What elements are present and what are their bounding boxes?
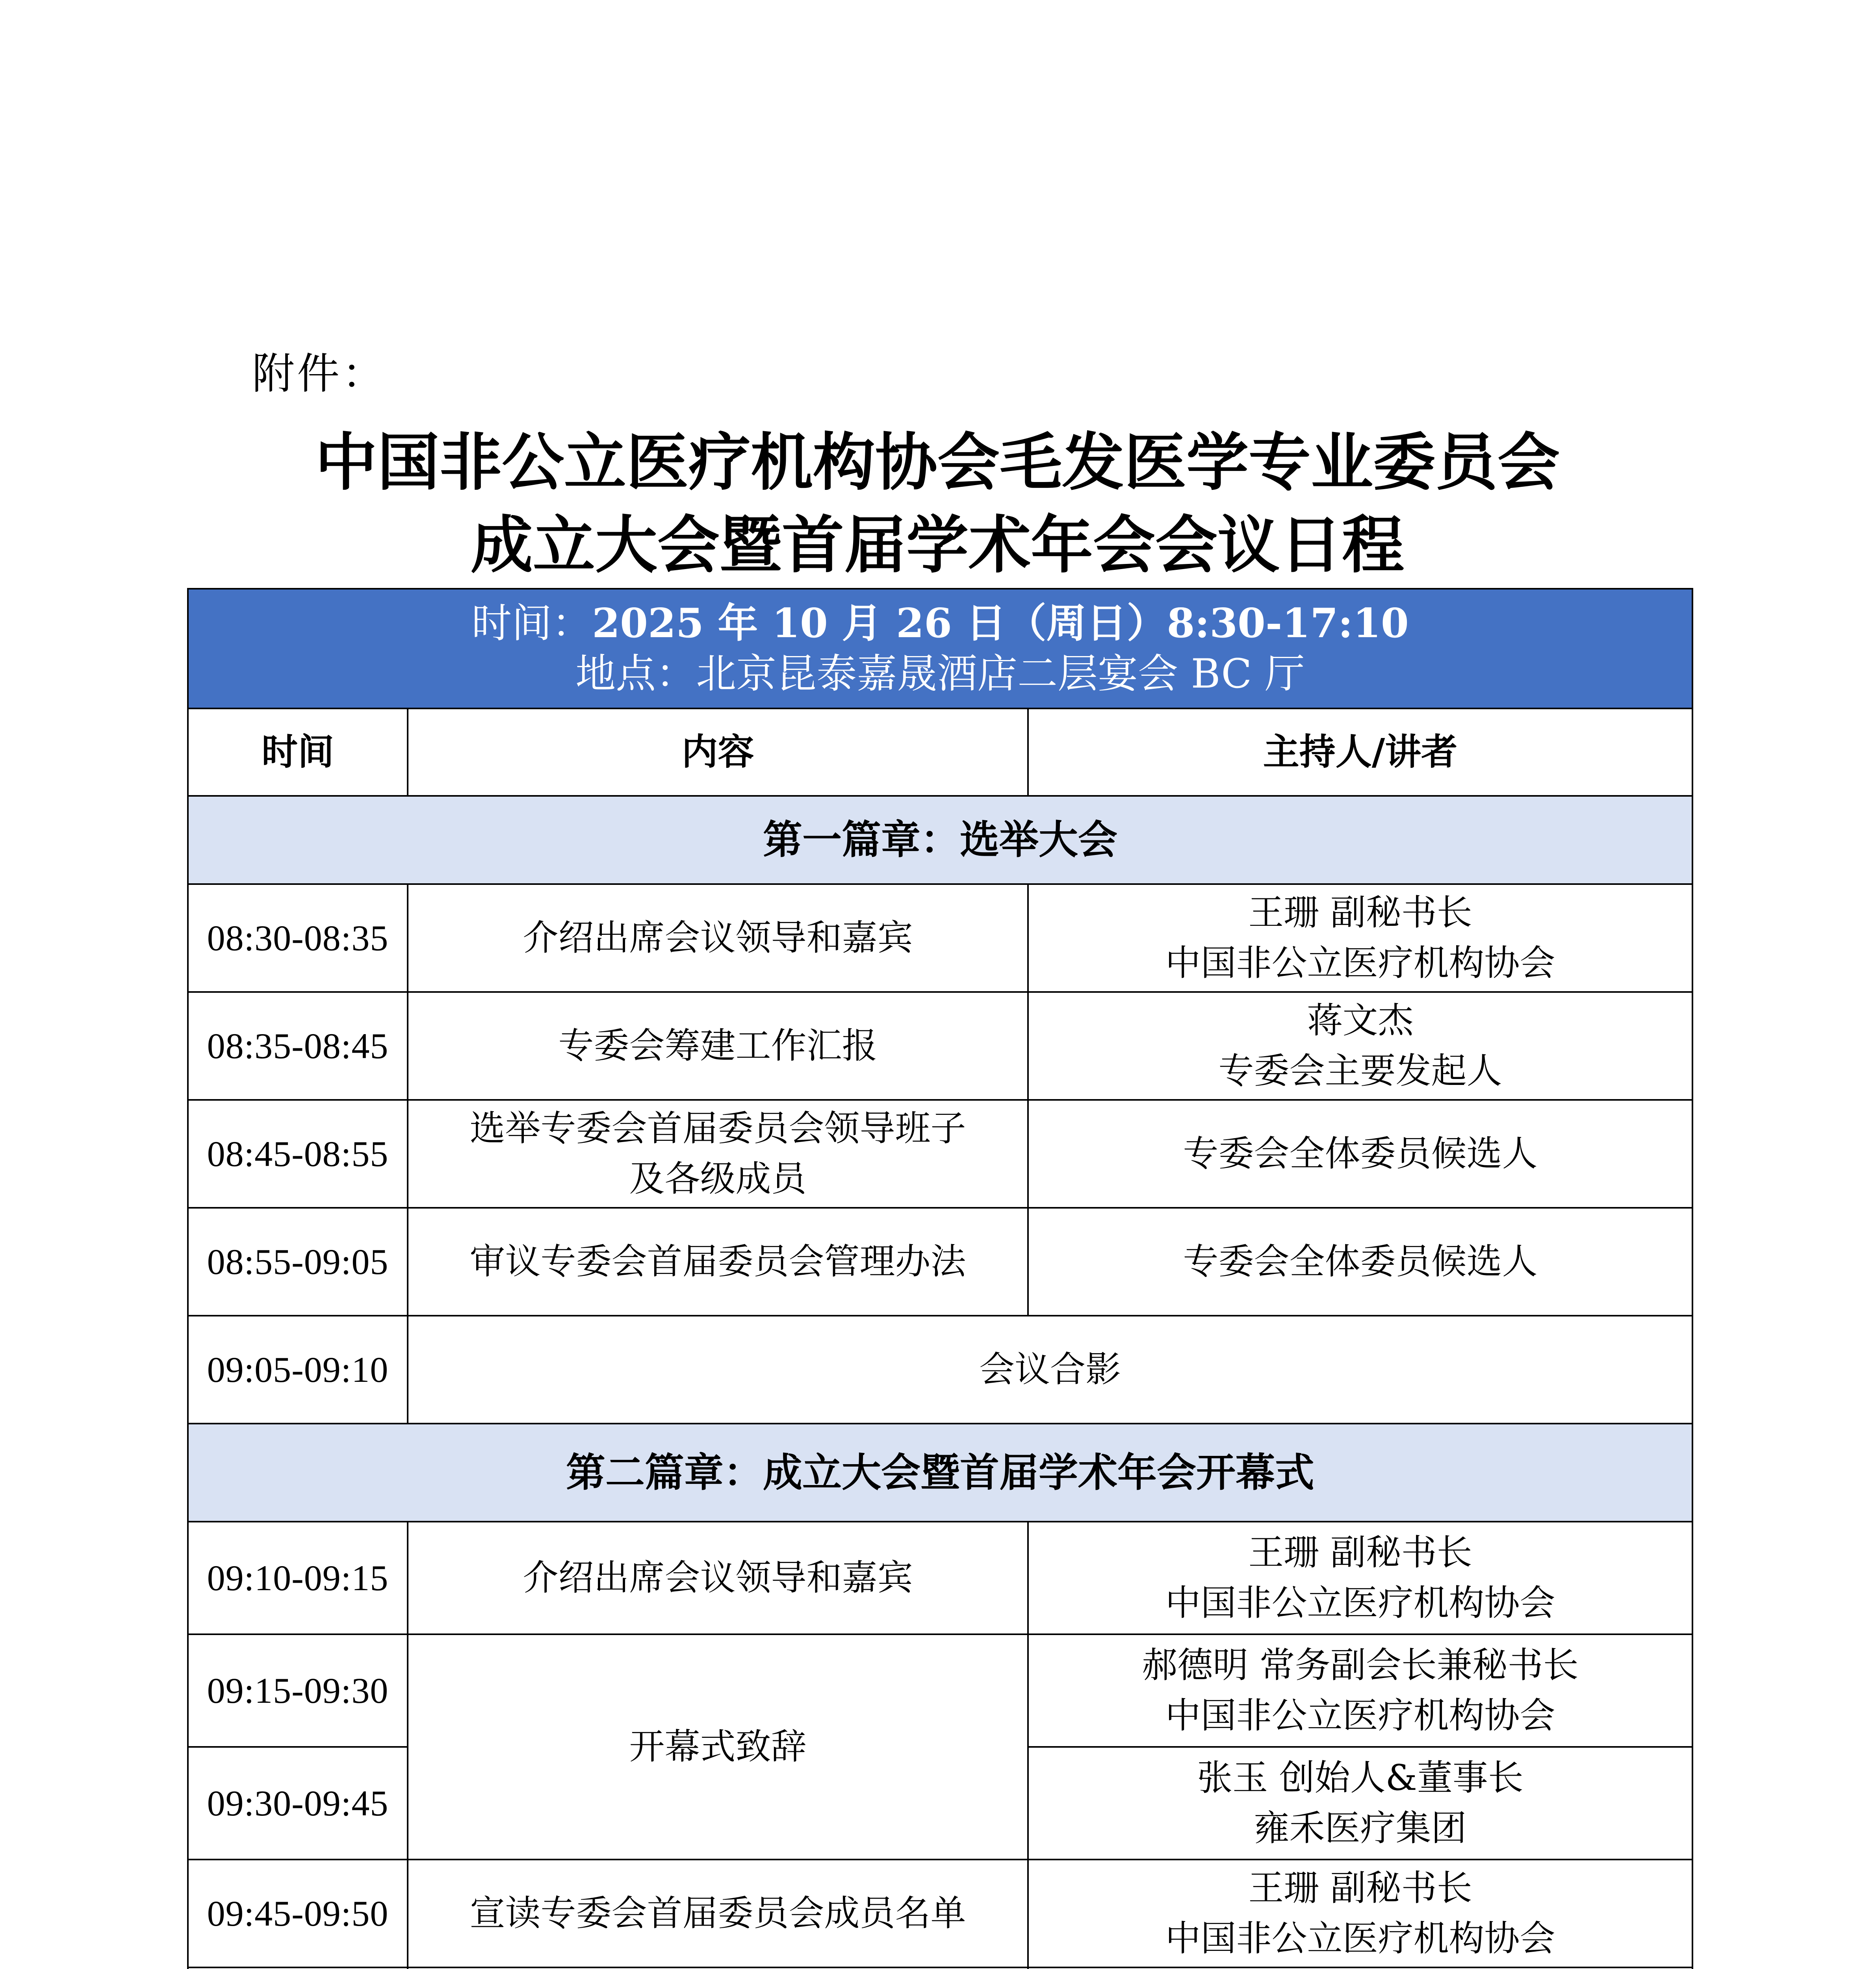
row-host-line: 专委会全体委员候选人 — [1183, 1241, 1538, 1282]
row-host-line: 中国非公立医疗机构协会 — [1165, 1582, 1555, 1624]
row-time: 08:35-08:45 — [188, 992, 408, 1100]
table-row — [188, 992, 1692, 1100]
row-content — [408, 1634, 1028, 1860]
row-host-line: 王珊 副秘书长 — [1248, 1867, 1472, 1909]
row-time: 09:05-09:10 — [188, 1316, 408, 1424]
meeting-time-value: 2025 年 10 月 26 日（周日）8:30-17:10 — [592, 599, 1409, 647]
row-content-line: 专委会筹建工作汇报 — [558, 1025, 878, 1066]
table-row — [188, 1100, 1692, 1208]
row-content — [408, 884, 1028, 992]
header-band — [188, 589, 1692, 708]
row-host-line: 王珊 副秘书长 — [1248, 1532, 1472, 1573]
row-host — [1028, 1747, 1692, 1860]
meeting-place-value: 北京昆泰嘉晟酒店二层宴会 BC 厅 — [696, 650, 1305, 697]
row-content-line: 审议专委会首届委员会管理办法 — [469, 1241, 966, 1282]
chapter-2-row — [188, 1424, 1692, 1522]
table-row — [188, 1316, 1692, 1424]
row-content — [408, 1860, 1028, 1967]
row-host — [1028, 884, 1692, 992]
document-title-line-2: 成立大会暨首届学术年会会议日程 — [471, 509, 1404, 582]
row-content-line: 会议合影 — [979, 1349, 1121, 1390]
table-row — [188, 1522, 1692, 1634]
row-host-line: 雍禾医疗集团 — [1254, 1808, 1467, 1849]
table-row — [188, 1967, 1692, 1969]
row-host-line: 专委会主要发起人 — [1218, 1050, 1502, 1092]
row-host-line: 中国非公立医疗机构协会 — [1165, 1918, 1555, 1959]
row-host-line: 郝德明 常务副会长兼秘书长 — [1142, 1645, 1579, 1686]
row-host-line: 王珊 副秘书长 — [1248, 892, 1472, 933]
row-content — [408, 992, 1028, 1100]
row-host-line: 中国非公立医疗机构协会 — [1165, 1695, 1555, 1736]
document-title-line-1: 中国非公立医疗机构协会毛发医学专业委员会 — [315, 426, 1560, 499]
row-content-line: 介绍出席会议领导和嘉宾 — [523, 1557, 913, 1598]
column-header-time: 时间 — [188, 708, 408, 796]
column-header-row — [188, 708, 1692, 796]
row-host-line: 专委会全体委员候选人 — [1183, 1133, 1538, 1174]
row-content-line: 选举专委会首届委员会领导班子 — [469, 1108, 966, 1149]
table-row — [188, 884, 1692, 992]
row-content-line: 及各级成员 — [629, 1158, 807, 1200]
chapter-2-title: 第二篇章：成立大会暨首届学术年会开幕式 — [188, 1424, 1692, 1522]
table-row — [188, 1634, 1692, 1747]
column-header-content: 内容 — [408, 708, 1028, 796]
row-host-line: 中国非公立医疗机构协会 — [1165, 942, 1555, 984]
row-time: 09:15-09:30 — [188, 1634, 408, 1747]
meeting-place — [193, 649, 1688, 699]
row-time: 09:10-09:15 — [188, 1522, 408, 1634]
row-content — [408, 1100, 1028, 1208]
row-content — [408, 1522, 1028, 1634]
column-header-host: 主持人/讲者 — [1028, 708, 1692, 796]
row-content-line: 介绍出席会议领导和嘉宾 — [523, 917, 913, 959]
row-host — [1028, 992, 1692, 1100]
row-host-line: 蒋文杰 — [1307, 1000, 1414, 1041]
meeting-info-cell — [188, 589, 1692, 708]
row-time: 08:55-09:05 — [188, 1208, 408, 1316]
meeting-time-label: 时间： — [471, 600, 592, 647]
row-content-line: 开幕式致辞 — [629, 1726, 807, 1767]
row-host — [1028, 1208, 1692, 1316]
row-time: 08:30-08:35 — [188, 884, 408, 992]
row-time — [188, 1967, 408, 1969]
row-time: 09:30-09:45 — [188, 1747, 408, 1860]
row-host — [1028, 1100, 1692, 1208]
chapter-1-row — [188, 796, 1692, 884]
schedule-table — [187, 588, 1693, 1969]
row-host-line: 张玉 创始人&董事长 — [1197, 1757, 1523, 1798]
chapter-1-title: 第一篇章：选举大会 — [188, 796, 1692, 884]
table-row — [188, 1208, 1692, 1316]
row-time: 08:45-08:55 — [188, 1100, 408, 1208]
row-content-line: 宣读专委会首届委员会成员名单 — [469, 1893, 966, 1934]
meeting-time — [193, 598, 1688, 649]
table-row — [188, 1860, 1692, 1967]
row-content — [408, 1316, 1692, 1424]
row-host — [1028, 1634, 1692, 1747]
row-content — [408, 1208, 1028, 1316]
attachment-label: 附件： — [252, 349, 387, 399]
row-host — [1028, 1967, 1692, 1969]
row-content — [408, 1967, 1028, 1969]
row-host — [1028, 1860, 1692, 1967]
meeting-place-label: 地点： — [575, 650, 696, 697]
row-time: 09:45-09:50 — [188, 1860, 408, 1967]
row-host — [1028, 1522, 1692, 1634]
